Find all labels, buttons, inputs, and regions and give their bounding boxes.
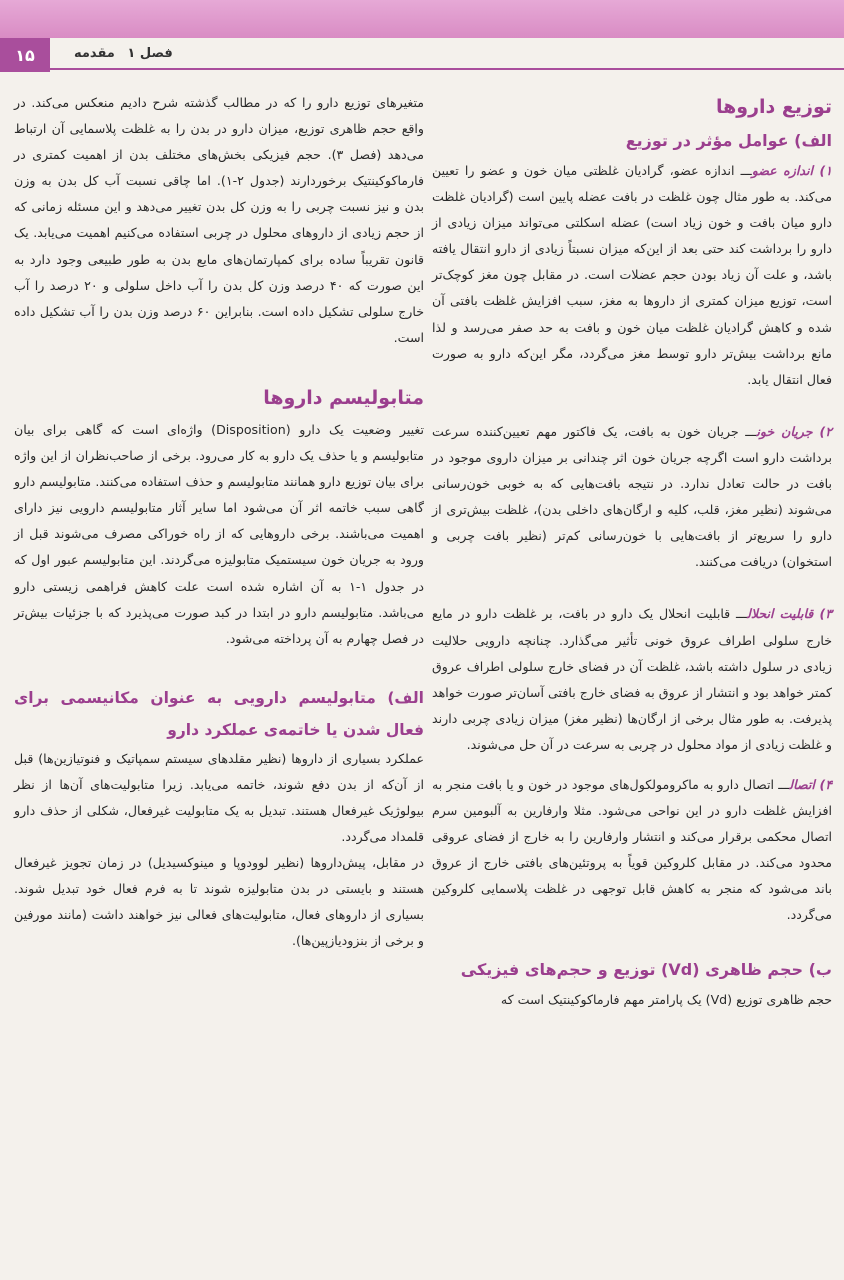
- paragraph-solubility: [432, 601, 832, 758]
- item-title-organ-size: ۱) اندازه عضو: [751, 163, 832, 178]
- paragraph-organ-size: [432, 158, 832, 393]
- page-header: [0, 38, 844, 72]
- paragraph-inactivation: عملکرد بسیاری از داروها (نظیر مقلدهای سیستم سمپاتیک و فنوتیازین‌ها) قبل از آن‌که از بدن دفع شوند، خاتمه می‌یابد. زیرا متابولیت‌های آن‌ها از نظر بیولوژیک غیرفعال هستند. تبدیل به یک متابولیت غیرفعال، شکلی از حذف دارو قلمداد می‌گردد.: [14, 750, 424, 845]
- chapter-label: فصل ۱: [127, 46, 173, 61]
- item-text-organ-size: ـــ اندازه عضو، گرادیان غلظتی میان خون و عضو را تعیین می‌کند. به طور مثال چون غلظت در بافت عضله پایین است (گرادیان غلظت دارو میان بافت و خون زیاد است) عضله اسکلتی می‌تواند میزان زیادی از دارو را برداشت کند حتی بعد از این‌که میزان نسبتاً زیادی از دارو انتقال یافته باشد، و علت آن زیاد بودن حجم عضلات است. در مقابل چون مغز کوچک‌تر است، توزیع میزان کمتری از داروها به مغز، سبب افزایش غلظت بافتی آن شده و کاهش گرادیان غلظت میان خون و بافت به حد صفر می‌رسد و لذا مانع برداشت بیش‌تر دارو توسط مغز می‌گردد، مگر این‌که دارو به صورت فعال انتقال یابد.: [432, 163, 832, 387]
- section-title-distribution: توزیع داروها: [715, 96, 832, 118]
- left-column: [14, 90, 424, 955]
- paragraph-disposition: تغییر وضعیت یک دارو (Disposition) واژه‌ای است که گاهی برای بیان متابولیسم و یا حذف یک دارو به کار می‌رود. برخی از صاحب‌نظران از این واژه برای بیان توزیع دارو همانند متابولیسم و حذف استفاده می‌کنند. متابولیسم دارو گاهی سبب خاتمه اثر آن می‌شود اما سایر آثار متابولیسم دارویی نیز دارای اهمیت می‌باشند. برخی داروهایی که از راه خوراکی مصرف می‌شوند قبل از ورود به جریان خون سیستمیک متابولیزه می‌گردند. این متابولیسم عبور اول که در جدول ۱-۱ به آن اشاره شده است علت کاهش فراهمی زیستی دارو می‌باشد. متابولیسم دارو در ابتدا در کبد صورت می‌پذیرد که با جزئیات بیش‌تر در فصل چهارم به آن پرداخته می‌شود.: [14, 421, 425, 646]
- header-rule: [50, 68, 844, 70]
- item-text-solubility: ـــ قابلیت انحلال یک دارو در بافت، بر غلظت دارو در مایع خارج سلولی اطراف عروق خونی تأثیر می‌گذارد. چنانچه دارویی حلالیت زیادی در سلول داشته باشد، غلظت آن در فضای خارج سلولی اطراف عروق کمتر خواهد بود و انتشار از عروق به فضای خارج بافتی آسان‌تر صورت خواهد پذیرفت. به طور مثال برخی از ارگان‌ها (نظیر مغز) میزان زیادی چربی دارند و غلظت زیادی از مواد محلول در چربی به سرعت در آن حل می‌شوند.: [432, 606, 832, 752]
- section-title-metabolism: متابولیسم داروها: [263, 386, 424, 409]
- paragraph-blood-flow: [432, 419, 832, 576]
- item-title-solubility: ۳) قابلیت انحلال: [747, 606, 832, 622]
- item-title-binding: ۴) اتصال: [789, 776, 832, 792]
- item-text-blood-flow: ـــ جریان خون به بافت، یک فاکتور مهم تعیین‌کننده سرعت برداشت دارو است اگرچه جریان خون اثر چندانی بر میزان داروی موجود در بافت در حالت تعادل ندارد. در نتیجه بافت‌هایی که به خوبی خون‌رسانی می‌شوند (نظیر مغز، قلب، کلیه و ارگان‌های داخلی بدن)، غلظت بیش‌تری از دارو را سریع‌تر از بافت‌هایی با خون‌رسانی کم‌تر (نظیر بافت چربی و استخوان) دریافت می‌کنند.: [432, 423, 832, 570]
- page-number: ۱۵: [0, 38, 50, 72]
- subsection-title-metabolism-mechanism: الف) متابولیسم دارویی به عنوان مکانیسمی برای فعال شدن یا خاتمه‌ی عملکرد دارو: [14, 688, 424, 739]
- item-text-binding: ـــ اتصال دارو به ماکرومولکول‌های موجود در خون و یا بافت منجر به افزایش غلظت دارو در این نواحی می‌شود. مثلا وارفارین به آلبومین سرم اتصال محکمی برقرار می‌کند و انتشار وارفارین را به خارج از فضای عروقی محدود می‌کند. در مقابل کلروکین قویاً به پروتئین‌های بافتی خارج از عروق باند می‌شود که منجر به کاهش قابل توجهی در غلظت پلاسمایی کلروکین می‌گردد.: [432, 776, 832, 923]
- right-column: [432, 90, 832, 1013]
- top-color-strip: [0, 0, 844, 38]
- subsection-title-vd: ب) حجم ظاهری (Vd) توزیع و حجم‌های فیزیکی: [460, 959, 832, 979]
- running-header: [70, 46, 177, 61]
- section-label: مقدمه: [74, 46, 115, 61]
- paragraph-vd: حجم ظاهری توزیع (Vd) یک پارامتر مهم فارماکوکینتیک است که: [500, 991, 832, 1007]
- paragraph-vd-continued: متغیرهای توزیع دارو را که در مطالب گذشته شرح دادیم منعکس می‌کند. در واقع حجم ظاهری توزیع، میزان دارو در بدن را به غلظت پلاسمایی آن ارتباط می‌دهد (فصل ۳). حجم فیزیکی بخش‌های مختلف بدن از اهمیت کمتری در فارماکوکینتیک برخوردارند (جدول ۲-۱). اما چاقی نسبت آب کل بدن به وزن بدن و نیز نسبت چربی را به وزن کل بدن تغییر می‌دهد و این مسئله زمانی که از حجم زیادی از داروهای محلول در چربی استفاده می‌کنیم اهمیت می‌یابد. یک قانون تقریباً ساده برای کمپارتمان‌های مایع بدن به طور طبیعی وجود دارد به این صورت که ۴۰ درصد وزن کل بدن را آب داخل سلولی و ۲۰ درصد را آب خارج سلولی تشکیل داده است. بنابراین ۶۰ درصد وزن بدن را آب تشکیل داده است.: [14, 95, 424, 345]
- paragraph-prodrugs: در مقابل، پیش‌داروها (نظیر لوودوپا و مینوکسیدیل) در زمان تجویز غیرفعال هستند و بایستی در بدن متابولیزه شوند تا به فرم فعال خود تبدیل شوند. بسیاری از داروهای فعال، متابولیت‌های فعالی نیز خواهند داشت (مانند مورفین و برخی از بنزودیازپین‌ها).: [14, 855, 424, 949]
- paragraph-binding: [432, 772, 832, 929]
- item-title-blood-flow: ۲) جریان خون: [756, 423, 832, 439]
- subsection-title-factors: الف) عوامل مؤثر در توزیع: [625, 131, 832, 150]
